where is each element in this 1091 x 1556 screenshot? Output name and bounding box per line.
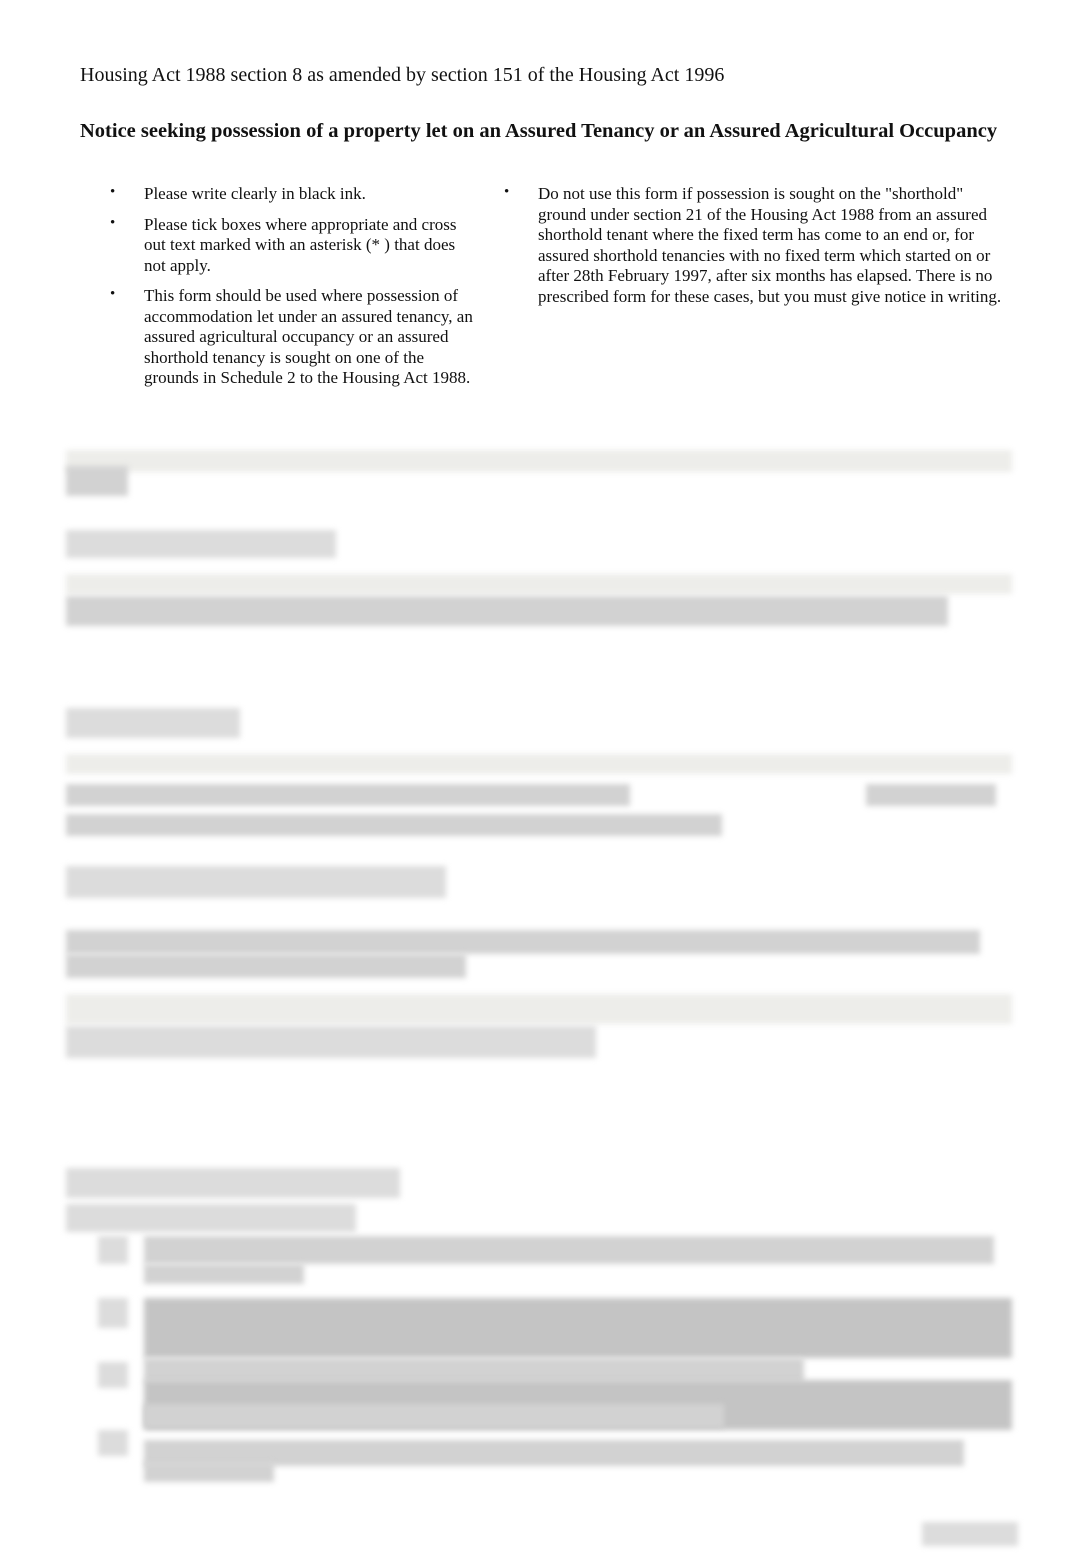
- obscured-heading: [66, 1204, 356, 1232]
- obscured-heading: [66, 1168, 400, 1198]
- instruction-item: [110, 215, 480, 277]
- obscured-section-band: [66, 574, 1012, 594]
- obscured-text: [144, 1264, 304, 1284]
- instruction-text: Please tick boxes where appropriate and cross out text marked with an asterisk (* ) that does not apply.: [144, 214, 457, 275]
- obscured-bullet: [98, 1236, 128, 1264]
- bullet-icon: •: [504, 184, 510, 200]
- instruction-text: Do not use this form if possession is sought on the "shorthold" ground under section 21 of the Housing Act 1988 from an assured shorthold tenant where the fixed term has come to an end or, for assured shorthold tenancies with no fixed term which started on or after 28th February 1997, after six months has elapsed. There is no prescribed form for these cases, but you must give notice in writing.: [538, 184, 1002, 306]
- obscured-bullet: [98, 1430, 128, 1456]
- obscured-text: [866, 784, 996, 806]
- obscured-section-band: [66, 754, 1012, 774]
- obscured-text: [144, 1462, 274, 1482]
- obscured-text: [66, 954, 466, 978]
- instructions-right-column: [504, 184, 1004, 317]
- obscured-text: [66, 930, 980, 954]
- obscured-heading: [66, 708, 240, 738]
- obscured-text: [66, 466, 128, 496]
- obscured-bullet: [98, 1362, 128, 1388]
- instruction-text: Please write clearly in black ink.: [144, 184, 366, 203]
- instruction-text: This form should be used where possession of accommodation let under an assured tenancy, an assured agricultural occupancy or an assured shorthold tenancy is sought on one of the grounds in Schedule 2 to the Housing Act 1988.: [144, 286, 473, 387]
- instruction-item: [110, 286, 480, 389]
- obscured-text: [144, 1298, 1012, 1358]
- obscured-section-band: [66, 450, 1012, 472]
- obscured-page-number: [922, 1522, 1018, 1546]
- obscured-text: [144, 1236, 994, 1264]
- bullet-icon: •: [110, 286, 116, 302]
- obscured-text: [66, 814, 722, 836]
- obscured-text: [144, 1404, 724, 1428]
- obscured-section-band: [66, 994, 1012, 1024]
- obscured-form-content: [0, 440, 1091, 1556]
- instruction-item: [110, 184, 480, 205]
- statute-reference: Housing Act 1988 section 8 as amended by section 151 of the Housing Act 1996: [80, 64, 725, 86]
- obscured-bullet: [98, 1298, 128, 1328]
- obscured-text: [144, 1358, 804, 1382]
- obscured-heading: [66, 866, 446, 898]
- bullet-icon: •: [110, 214, 116, 231]
- instructions-left-column: [110, 184, 480, 399]
- bullet-icon: •: [110, 184, 116, 200]
- obscured-text: [66, 596, 948, 626]
- obscured-text: [66, 1026, 596, 1058]
- obscured-text: [66, 784, 630, 806]
- obscured-heading: [66, 530, 336, 558]
- notice-title: Notice seeking possession of a property let on an Assured Tenancy or an Assured Agricultural Occupancy: [80, 120, 998, 142]
- instruction-item: [504, 184, 1004, 307]
